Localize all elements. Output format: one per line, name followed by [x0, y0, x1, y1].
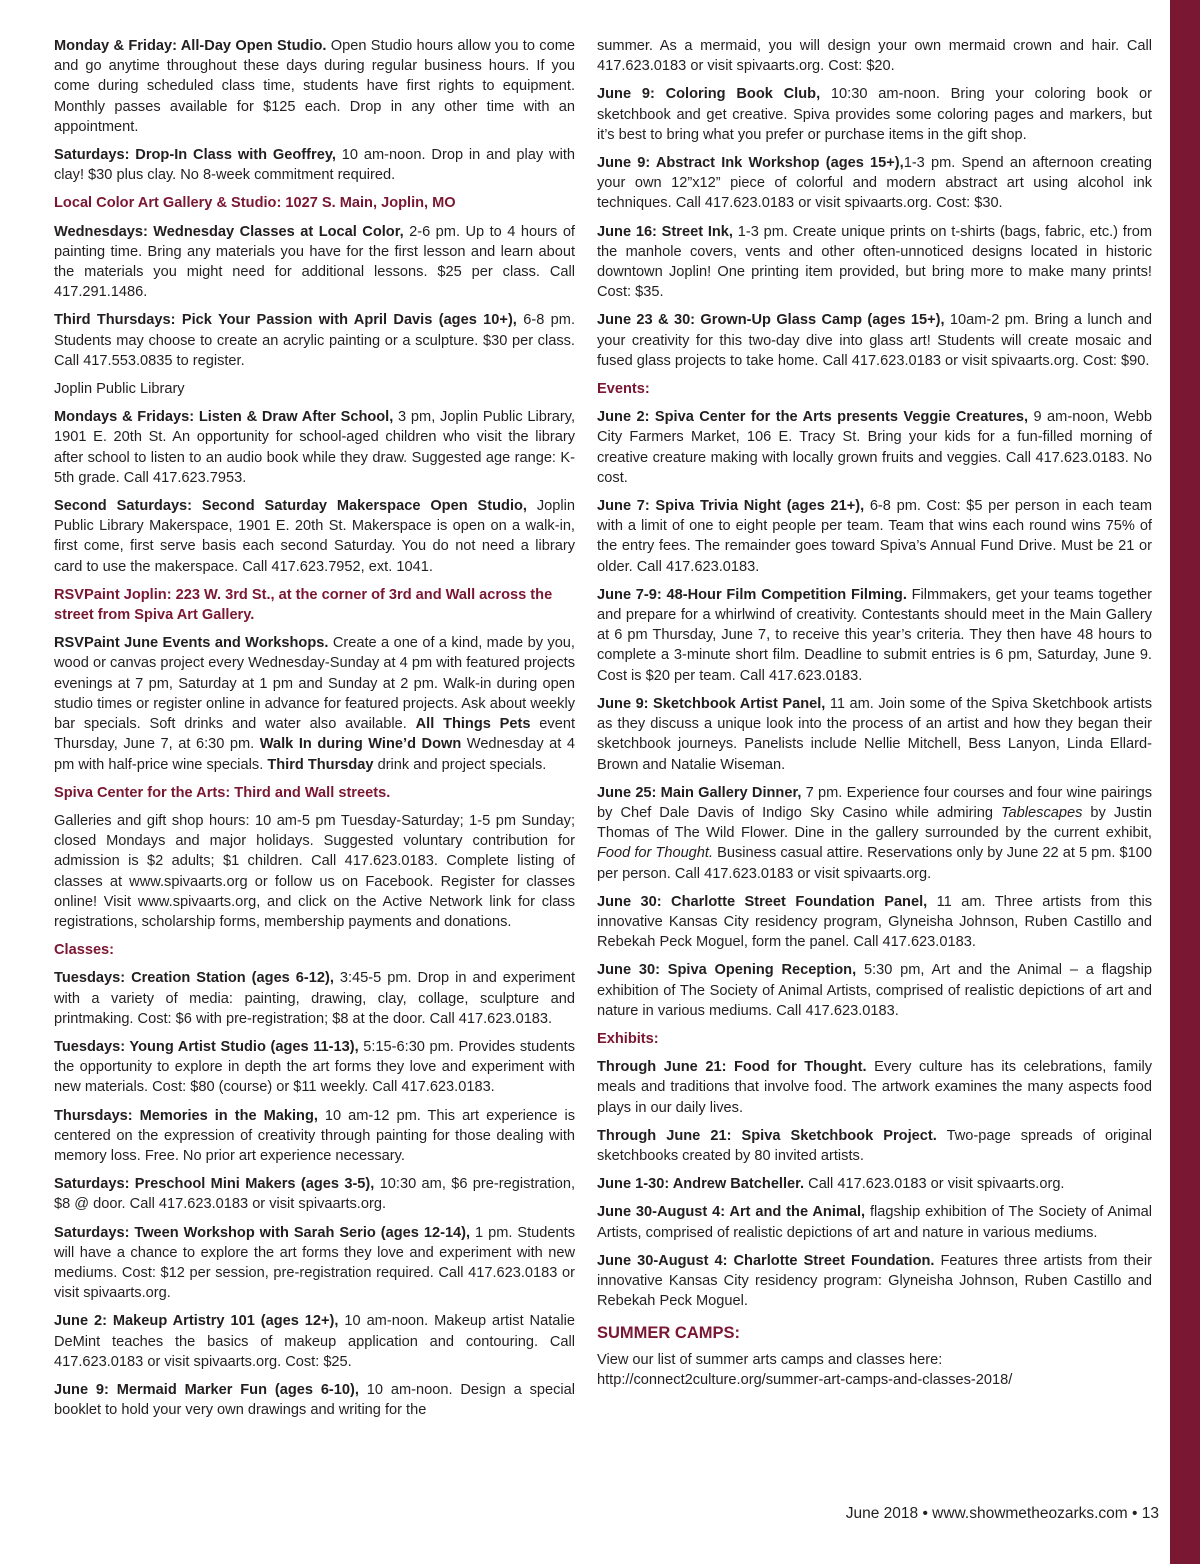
listing-title: Third Thursdays: Pick Your Passion with April Davis (ages 10+),	[54, 312, 517, 329]
listing-title: June 16: Street Ink,	[597, 223, 733, 240]
listing-text: 3:45-5 pm. Drop in and experiment with a variety of media: painting, drawing, clay, collage, sculpture and printmaking. Cost: $6 with pre-registration; $8 at the door. Call 417.623.0183.	[54, 970, 575, 1027]
listing-entry	[597, 1126, 1152, 1166]
listing-entry	[54, 1174, 575, 1214]
listing-title: June 7-9: 48-Hour Film Competition Filming.	[597, 586, 907, 603]
listing-entry	[54, 1223, 575, 1304]
listing-text: drink and project specials.	[373, 756, 547, 773]
listing-entry	[597, 36, 1152, 76]
listing-title: June 1-30: Andrew Batcheller.	[597, 1176, 805, 1193]
listing-entry	[54, 1106, 575, 1167]
listing-title: June 30: Charlotte Street Foundation Panel,	[597, 893, 928, 910]
listing-entry	[597, 407, 1152, 488]
listing-entry	[597, 496, 1152, 577]
listing-entry	[54, 222, 575, 303]
listing-text: 5:15-6:30 pm. Provides students the opportunity to explore in depth the art forms they love and experiment with new materials. Cost: $80 (course) or $11 weekly. Call 417.623.0183.	[54, 1038, 575, 1096]
listing-entry	[54, 1037, 575, 1098]
listing-text: 1-3 pm. Create unique prints on t-shirts (bags, fabric, etc.) from the manhole covers, vents and other often-unnoticed designs located in historic downtown Joplin! One printing item provided, but bring more to make many prints! Cost: $35.	[597, 223, 1152, 301]
listing-text: 6-8 pm. Students may choose to create an acrylic painting or a sculpture. $30 per class. Call 417.553.0835 to register.	[54, 312, 575, 369]
page-footer: June 2018 • www.showmetheozarks.com • 13	[845, 1505, 1159, 1522]
listing-title: Through June 21: Spiva Sketchbook Project.	[597, 1127, 937, 1144]
listing-text: flagship exhibition of The Society of Animal Artists, comprised of realistic depictions of art and nature in various mediums.	[597, 1204, 1152, 1241]
left-column	[54, 36, 575, 1428]
listing-text: 3 pm, Joplin Public Library, 1901 E. 20th St. An opportunity for school-aged children who visit the library after school to listen to an audio book while they draw. Suggested age range: K-5th grade. Call 417.623.7953.	[54, 409, 575, 486]
summer-camps-text	[597, 1350, 1152, 1390]
summer-camps-intro: View our list of summer arts camps and classes here:	[597, 1351, 943, 1368]
listing-text: 10am-2 pm. Bring a lunch and your creativity for this two-day dive into glass art! Students will create mosaic and fused glass projects to take home. Call 417.623.0183 or visit spivaarts.org. Cost: $90.	[597, 312, 1152, 369]
listing-title: June 2: Spiva Center for the Arts presents Veggie Creatures,	[597, 409, 1029, 426]
listing-title: Wednesdays: Wednesday Classes at Local Color,	[54, 223, 404, 240]
listing-text: 6-8 pm. Cost: $5 per person in each team with a limit of one to eight people per team. Team that wins each round wins 75% of the entry fees. The remainder goes toward Spiva’s Annual Fund Drive. Must be 21 or older. Call 417.623.0183.	[597, 498, 1152, 575]
listing-text: 1 pm. Students will have a chance to explore the art forms they love and experiment with new mediums. Cost: $12 per session, pre-registration required. Call 417.623.0183 or visit spivaarts.org.	[54, 1224, 575, 1302]
listing-entry	[597, 1057, 1152, 1118]
listing-text: summer. As a mermaid, you will design your own mermaid crown and hair. Call 417.623.0183 or visit spivaarts.org. Cost: $20.	[597, 38, 1152, 75]
listing-entry	[597, 892, 1152, 953]
listing-text: 11 am. Join some of the Spiva Sketchbook artists as they discuss a unique look into the process of an artist and how they began their sketchbook journeys. Panelists include Nellie Mitchell, Bess Lanyon, Linda Ellard-Brown and Natalie Wiseman.	[597, 695, 1152, 773]
side-color-bar	[1170, 0, 1200, 1564]
listing-text: Joplin Public Library Makerspace, 1901 E. 20th St. Makerspace is open on a walk-in, first come, first serve basis each second Saturday. You do not need a library card to use the makerspace. Call 417.623.7952, ext. 1041.	[54, 498, 576, 575]
listing-title: All Things Pets	[415, 716, 531, 733]
listing-entry	[597, 1174, 1152, 1194]
section-heading: Spiva Center for the Arts: Third and Wall streets.	[54, 784, 391, 801]
section-heading: Local Color Art Gallery & Studio: 1027 S. Main, Joplin, MO	[54, 195, 456, 212]
listing-text: by Justin Thomas of The Wild Flower. Dine in the gallery surrounded by the current exhibit,	[597, 804, 1152, 842]
listing-title: Saturdays: Preschool Mini Makers (ages 3-5),	[54, 1176, 375, 1193]
listing-text: event Thursday, June 7, at 6:30 pm.	[54, 716, 575, 753]
listing-title: Tuesdays: Creation Station (ages 6-12),	[54, 970, 334, 987]
listing-entry	[597, 585, 1152, 686]
listing-text: 10 am-noon. Drop in and play with clay! $30 plus clay. No 8-week commitment required.	[54, 147, 575, 184]
listing-title: Walk In during Wine’d Down	[259, 736, 462, 753]
listing-entry	[54, 145, 575, 185]
listing-title: June 9: Sketchbook Artist Panel,	[597, 695, 826, 712]
listing-entry	[597, 783, 1152, 884]
listing-entry	[54, 811, 575, 932]
listing-text: 10 am-noon. Makeup artist Natalie DeMint teaches the basics of makeup application and contouring. Call 417.623.0183 or visit spivaarts.org. Cost: $25.	[54, 1313, 575, 1370]
listing-title: RSVPaint June Events and Workshops.	[54, 635, 329, 652]
listing-entry	[54, 1311, 575, 1372]
listing-title: June 30: Spiva Opening Reception,	[597, 962, 857, 979]
listing-entry	[54, 407, 575, 488]
listing-title: June 9: Abstract Ink Workshop (ages 15+),	[597, 155, 904, 172]
listing-entry	[54, 1380, 575, 1420]
listing-text: Create a one of a kind, made by you, wood or canvas project every Wednesday-Sunday at 4 pm with featured projects evenings at 7 pm, Saturday at 1 pm and Sunday at 2 pm. Walk-in during open studio times or register online in advance for featured projects. Ask about weekly bar specials. Soft drinks and water also available.	[54, 635, 575, 733]
listing-text: 10 am-12 pm. This art experience is centered on the expression of creativity through painting for those dealing with memory loss. Free. No prior art experience necessary.	[54, 1107, 575, 1164]
listing-text: Wednesday at 4 pm with half-price wine specials.	[54, 736, 575, 773]
listing-title: June 9: Coloring Book Club,	[597, 86, 821, 103]
listing-title: June 7: Spiva Trivia Night (ages 21+),	[597, 498, 865, 515]
listing-text: Filmmakers, get your teams together and prepare for a whirlwind of creativity. Contestants should meet in the Main Gallery at 6 pm Thursday, June 7, to receive this year’s criteria. They then have 48 hours to complete a 3-minute short film. Deadline to submit entries is 6 pm, Saturday, June 9. Cost is $20 per team. Call 417.623.0183.	[597, 586, 1152, 684]
listing-text: Features three artists from their innovative Kansas City residency program: Glyneisha Johnson, Ruben Castillo and Rebekah Peck Moguel.	[597, 1252, 1152, 1310]
listing-title: Mondays & Fridays: Listen & Draw After School,	[54, 409, 394, 426]
listing-text: 10:30 am-noon. Bring your coloring book or sketchbook and get creative. Spiva provides some coloring pages and markers, but it’s best to bring what you prefer or purchase items in the gift shop.	[597, 86, 1152, 143]
listing-title: June 30-August 4: Art and the Animal,	[597, 1204, 866, 1221]
section-heading: RSVPaint Joplin: 223 W. 3rd St., at the corner of 3rd and Wall across the street from Spiva Art Gallery.	[54, 586, 553, 624]
listing-title: June 23 & 30: Grown-Up Glass Camp (ages 15+),	[597, 312, 945, 329]
listing-entry	[597, 1202, 1152, 1242]
listing-title: Third Thursday	[267, 756, 374, 773]
right-column-listings	[597, 36, 1152, 1311]
listing-title: June 9: Mermaid Marker Fun (ages 6-10),	[54, 1381, 359, 1398]
listing-text: 11 am. Three artists from this innovative Kansas City residency program, Glyneisha Johnson, Ruben Castillo and Rebekah Peck Moguel, form the panel. Call 417.623.0183.	[597, 893, 1152, 951]
listing-text: 10 am-noon. Design a special booklet to hold your very own drawings and writing for the	[54, 1381, 576, 1419]
right-column	[597, 36, 1152, 1390]
section-heading: Events:	[597, 381, 650, 398]
listing-entry	[597, 1251, 1152, 1312]
listing-entry	[597, 694, 1152, 775]
listing-entry	[54, 633, 575, 774]
listing-entry	[597, 310, 1152, 371]
listing-text: 10:30 am, $6 pre-registration, $8 @ door. Call 417.623.0183 or visit spivaarts.org.	[54, 1176, 576, 1213]
listing-entry	[54, 496, 575, 577]
listing-title: Through June 21: Food for Thought.	[597, 1059, 867, 1076]
listing-entry	[597, 960, 1152, 1021]
listing-title: Thursdays: Memories in the Making,	[54, 1107, 318, 1124]
listing-title: Saturdays: Drop-In Class with Geoffrey,	[54, 147, 336, 164]
listing-text: Every culture has its celebrations, family meals and traditions that involve food. The artwork examines the many aspects food plays in our daily lives.	[597, 1059, 1152, 1116]
listing-entry	[54, 968, 575, 1029]
section-label: Joplin Public Library	[54, 381, 185, 398]
summer-camps-heading: SUMMER CAMPS:	[597, 1324, 740, 1343]
summer-camps-link[interactable]: http://connect2culture.org/summer-art-camps-and-classes-2018/	[597, 1371, 1013, 1388]
listing-title: June 25: Main Gallery Dinner,	[597, 784, 802, 801]
section-heading: Classes:	[54, 942, 115, 959]
listing-entry	[54, 36, 575, 137]
listing-text: 7 pm. Experience four courses and four wine pairings by Chef Dale Davis of Indigo Sky Casino while admiring	[597, 784, 1152, 821]
listing-emphasis: Tablescapes	[1000, 804, 1083, 821]
listing-title: Saturdays: Tween Workshop with Sarah Serio (ages 12-14),	[54, 1224, 471, 1241]
listing-text: Business casual attire. Reservations only by June 22 at 5 pm. $100 per person. Call 417.623.0183 or visit spivaarts.org.	[597, 845, 1152, 882]
listing-text: 9 am-noon, Webb City Farmers Market, 106 E. Tracy St. Bring your kids for a fun-filled morning of creative creature making with locally grown fruits and veggies. Call 417.623.0183. No cost.	[597, 409, 1152, 486]
listing-title: Monday & Friday: All-Day Open Studio.	[54, 38, 327, 54]
listing-entry	[597, 84, 1152, 145]
listing-title: June 2: Makeup Artistry 101 (ages 12+),	[54, 1313, 339, 1330]
listing-entry	[54, 310, 575, 371]
listing-text: 1-3 pm. Spend an afternoon creating your own 12”x12” piece of colorful and modern abstract art using alcohol ink techniques. Call 417.623.0183 or visit spivaarts.org. Cost: $30.	[597, 155, 1153, 212]
listing-entry	[597, 222, 1152, 303]
section-heading: Exhibits:	[597, 1030, 659, 1047]
listing-text: Call 417.623.0183 or visit spivaarts.org.	[804, 1176, 1065, 1193]
listing-entry	[597, 153, 1152, 214]
listing-title: Second Saturdays: Second Saturday Makerspace Open Studio,	[54, 498, 527, 515]
listing-text: Two-page spreads of original sketchbooks created by 80 invited artists.	[597, 1127, 1152, 1164]
listing-text: 2-6 pm. Up to 4 hours of painting time. Bring any materials you have for the first lesson and learn about the materials you might need for additional lessons. $25 per class. Call 417.291.1486.	[54, 223, 575, 301]
listing-text: Open Studio hours allow you to come and go anytime throughout these days during regular business hours. If you come during scheduled class time, students have first rights to equipment. Monthly passes available for $125 each. Drop in any other time with an appointment.	[54, 38, 575, 135]
listing-title: June 30-August 4: Charlotte Street Foundation.	[597, 1252, 935, 1269]
listing-text: 5:30 pm, Art and the Animal – a flagship exhibition of The Society of Animal Artists, comprised of realistic depictions of art and nature in various mediums. Call 417.623.0183.	[597, 962, 1152, 1019]
listing-text: Galleries and gift shop hours: 10 am-5 pm Tuesday-Saturday; 1-5 pm Sunday; closed Mondays and major holidays. Suggested voluntary contribution for admission is $2 adults; $1 children. Call 417.623.0183. Complete listing of classes at www.spivaarts.org or follow us on Facebook. Register for classes online! Visit www.spivaarts.org, and click on the Active Network link for class registrations, scholarship forms, membership payments and donations.	[54, 812, 575, 930]
listing-emphasis: Food for Thought.	[597, 845, 714, 862]
listing-title: Tuesdays: Young Artist Studio (ages 11-13),	[54, 1038, 359, 1055]
